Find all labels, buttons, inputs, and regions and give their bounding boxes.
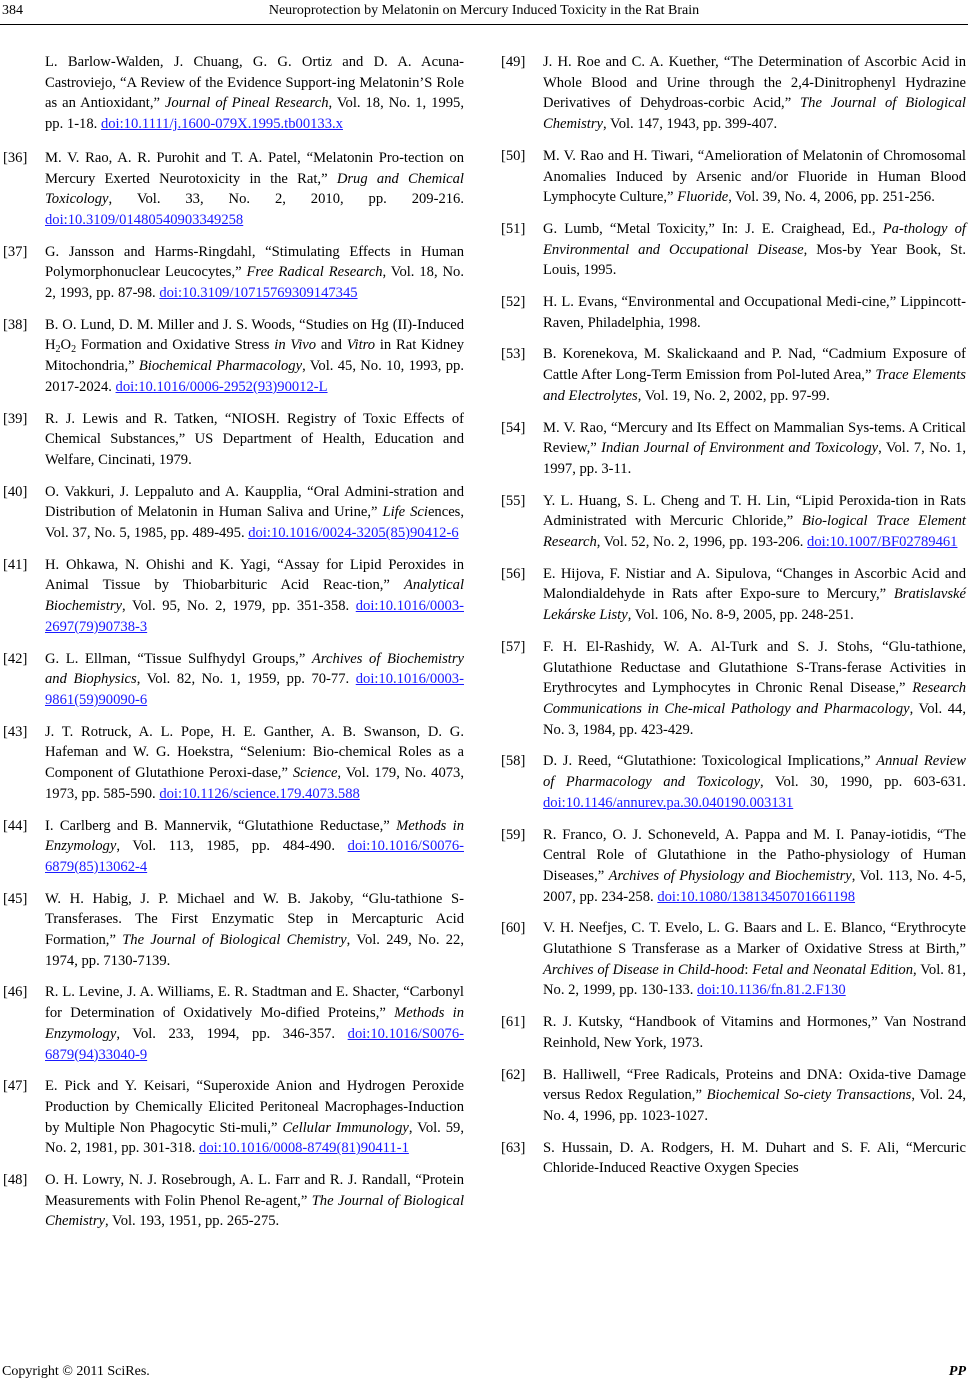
reference-text: R. L. Levine, J. A. Williams, E. R. Stadtman and E. Shacter, “Carbonyl for Determination of Oxidatively Mo-dified Proteins,” (45, 984, 464, 1022)
reference-number: [60] (501, 920, 526, 937)
reference-text: , Vol. 113, No. 4-5, 2007, pp. 234-258. (543, 867, 966, 905)
doi-link[interactable]: doi:10.1016/0008-8749(81)90411-1 (199, 1140, 409, 1157)
reference-text: W. H. Habig, J. P. Michael and W. B. Jakoby, “Glu-tathione S-Transferases. The First Enzymatic Step in Mercapturic Acid Formation,” (45, 890, 464, 949)
reference-source-title: Indian Journal of Environment and Toxicology (601, 440, 879, 457)
reference-number: [45] (3, 890, 28, 907)
reference-text: B. O. Lund, D. M. Miller and J. S. Woods, “Studies on Hg (II)-Induced H (45, 316, 464, 354)
reference-text: in Rat Kidney Mitochondria,” (45, 337, 464, 375)
reference-number: [54] (501, 419, 526, 436)
reference-number: [50] (501, 147, 526, 164)
reference-text: , Vol. 45, No. 10, 1993, pp. 2017-2024. (45, 358, 465, 395)
reference-text: , Vol. 147, 1943, pp. 399-407. (603, 116, 778, 133)
reference-number: [49] (501, 54, 526, 70)
reference-text: O. H. Lowry, N. J. Rosebrough, A. L. Farr and R. J. Randall, “Protein Measurements with Folin Phenol Re-agent,” (45, 1172, 464, 1209)
reference-text: , Vol. 106, No. 8-9, 2005, pp. 248-251. (627, 607, 854, 624)
reference-source-title: Bratislavské Lekárske Listy (543, 586, 966, 624)
reference-source-title: Cellular Immunology (282, 1119, 409, 1136)
reference-entry (3, 315, 464, 398)
reference-source-title: Life Sci (382, 504, 428, 521)
reference-number: [57] (501, 638, 526, 655)
reference-text: , Vol. 39, No. 4, 2006, pp. 251-256. (728, 189, 935, 206)
reference-source-title: Research Communications in Che-mical Pathology and Pharmacology (543, 680, 966, 717)
reference-text: S. Hussain, D. A. Rodgers, H. M. Duhart and S. F. Ali, “Mercuric Chloride-Induced Reactive Oxygen Species (543, 1139, 966, 1177)
references-right-column (501, 52, 966, 1190)
reference-entry (501, 219, 966, 281)
reference-entry (3, 982, 464, 1065)
doi-link[interactable]: doi:10.1080/13813450701661198 (657, 888, 856, 905)
reference-entry (3, 242, 464, 304)
reference-text: , Vol. 30, 1990, pp. 603-631. (760, 774, 966, 791)
reference-text: , Vol. 95, No. 2, 1979, pp. 351-358. (122, 598, 356, 615)
reference-entry (501, 564, 966, 626)
copyright-notice: Copyright © 2011 SciRes. (2, 1364, 150, 1379)
doi-link[interactable]: doi:10.1126/science.179.4073.588 (159, 785, 360, 802)
reference-text: L. Barlow-Walden, J. Chuang, G. G. Ortiz and D. A. Acuna-Castroviejo, “A Review of the Evidence Support-ing Melatonin’S Role as an Antioxidant,” (45, 54, 464, 112)
reference-text: ences, Vol. 37, No. 5, 1985, pp. 489-495. (45, 504, 464, 542)
reference-source-title: Methods in Enzymology (45, 1005, 465, 1042)
reference-source-title: Free Radical Research (246, 264, 383, 281)
reference-source-title: Analytical Biochemistry (45, 577, 464, 615)
doi-link[interactable]: doi:10.1016/0003-9861(59)90090-6 (45, 671, 464, 708)
reference-entry (501, 751, 966, 813)
reference-text: , Vol. 24, No. 4, 1996, pp. 1023-1027. (543, 1087, 966, 1124)
reference-entry (501, 1065, 966, 1127)
reference-text: B. Korenekova, M. Skalickaand and P. Nad, “Cadmium Exposure of Cattle After Long-Term Emission from Pol-luted Area,” (543, 346, 966, 384)
reference-text: , Vol. 33, No. 2, 2010, pp. 209-216. (108, 191, 464, 208)
reference-source-title: Science (292, 765, 338, 782)
reference-text: , Vol. 82, No. 1, 1959, pp. 70-77. (136, 671, 356, 688)
reference-source-title: Annual Review of Pharmacology and Toxicology (543, 753, 966, 791)
doi-link[interactable]: doi:10.1146/annurev.pa.30.040190.003131 (543, 794, 794, 811)
reference-text: Formation and Oxidative Stress (76, 337, 275, 354)
reference-text: R. Franco, O. J. Schoneveld, A. Pappa and M. I. Panay-iotidis, “The Central Role of Glutathione in the Patho-physiology of Human Diseases,” (543, 826, 966, 884)
reference-entry (3, 1076, 464, 1159)
reference-source-title: The Journal of Biological Chemistry (45, 1192, 465, 1230)
reference-source-title: Pa-thology of Environmental and Occupational Disease (543, 220, 966, 258)
reference-text: , Vol. 52, No. 2, 1996, pp. 193-206. (596, 534, 808, 551)
reference-source-title: Vitro (346, 337, 376, 354)
reference-number: [43] (3, 723, 28, 740)
reference-entry (501, 418, 966, 480)
reference-text: G. Lumb, “Metal Toxicity,” In: J. E. Craighead, Ed., (543, 220, 883, 237)
reference-source-title: Drug and Chemical Toxicology (45, 170, 464, 208)
reference-text: H. L. Evans, “Environmental and Occupational Medi-cine,” Lippincott-Raven, Philadelphia, 1998. (543, 294, 966, 331)
reference-number: [51] (501, 220, 526, 237)
reference-text: H. Ohkawa, N. Ohishi and K. Yagi, “Assay for Lipid Peroxides in Animal Tissue by Thiobarbituric Acid Reac-tion,” (45, 556, 464, 594)
reference-text: M. V. Rao, A. R. Purohit and T. A. Patel, “Melatonin Pro-tection on Mercury Exerted Neurotoxicity in the Rat,” (45, 149, 464, 187)
reference-text: J. T. Rotruck, A. L. Pope, H. E. Ganther, A. B. Swanson, D. G. Hafeman and W. G. Hoekstra, “Selenium: Bio-chemical Roles as a Component of Glutathione Peroxi-dase,” (45, 723, 464, 782)
doi-link[interactable]: doi:10.1111/j.1600-079X.1995.tb00133.x (100, 116, 343, 133)
reference-number: [39] (3, 410, 28, 427)
doi-link[interactable]: doi:10.3109/01480540903349258 (45, 211, 244, 228)
reference-text: E. Hijova, F. Nistiar and A. Sipulova, “Changes in Ascorbic Acid and Malondialdehyde in Rats after Expo-sure to Mercury,” (543, 565, 966, 603)
reference-entry (3, 482, 464, 544)
reference-text: , Vol. 81, No. 2, 1999, pp. 130-133. (543, 961, 966, 999)
reference-text: B. Halliwell, “Free Radicals, Proteins and DNA: Oxida-tive Damage versus Redox Regulation,” (543, 1066, 966, 1104)
reference-number: [61] (501, 1014, 526, 1031)
reference-number: [44] (3, 817, 28, 834)
reference-number: [38] (3, 316, 28, 333)
reference-text: R. J. Lewis and R. Tatken, “NIOSH. Registry of Toxic Effects of Chemical Substances,” US Department of Health, Education and Welfare, Cincinati, 1979. (45, 410, 464, 468)
journal-abbreviation: PP (948, 1364, 966, 1379)
reference-source-title: Bio-logical Trace Element Research (543, 513, 966, 551)
reference-text: , Mos-by Year Book, St. Louis, 1995. (543, 241, 966, 279)
doi-link[interactable]: doi:10.1007/BF02789461 (807, 534, 958, 551)
reference-text: E. Pick and Y. Keisari, “Superoxide Anion and Hydrogen Peroxide Production by Chemically Elicited Peritoneal Macrophages-Induction by Multiple Non Phagocytic Sti-muli,” (45, 1078, 464, 1136)
reference-text: R. J. Kutsky, “Handbook of Vitamins and Hormones,” Van Nostrand Reinhold, New York, 1973. (543, 1014, 966, 1051)
reference-entry (501, 292, 966, 333)
reference-text: , Vol. 7, No. 1, 1997, pp. 3-11. (543, 440, 966, 477)
subscript-text: 2 (71, 344, 77, 356)
reference-text: G. L. Ellman, “Tissue Sulfhydyl Groups,” (45, 650, 312, 667)
doi-link[interactable]: doi:10.1016/S0076-6879(94)33040-9 (45, 1025, 464, 1063)
reference-text: , Vol. 249, No. 22, 1974, pp. 7130-7139. (45, 932, 464, 969)
reference-number: [62] (501, 1066, 526, 1083)
reference-text: J. H. Roe and C. A. Kuether, “The Determination of Ascorbic Acid in Whole Blood and Urine through the 2,4-Dinitrophenyl Hydrazine Derivatives of Dehydroas-corbic Acid,” (543, 54, 966, 112)
reference-text: , Vol. 193, 1951, pp. 265-275. (105, 1213, 280, 1230)
reference-number: [42] (3, 650, 28, 667)
reference-number: [36] (3, 149, 28, 166)
reference-entry (3, 649, 464, 711)
doi-link[interactable]: doi:10.1016/0003-2697(79)90738-3 (45, 598, 464, 635)
reference-entry (3, 409, 464, 471)
reference-entry (3, 889, 464, 972)
reference-source-title: Archives of Disease in Child-hood (543, 961, 745, 978)
references-left-column (3, 52, 464, 1243)
reference-text: I. Carlberg and B. Mannervik, “Glutathione Reductase,” (45, 817, 397, 834)
reference-number: [52] (501, 294, 526, 311)
reference-entry (3, 555, 464, 638)
doi-link[interactable]: doi:10.3109/10715769309147345 (159, 285, 358, 302)
running-title: Neuroprotection by Melatonin on Mercury Induced Toxicity in the Rat Brain (268, 3, 700, 18)
reference-text: M. V. Rao, “Mercury and Its Effect on Mammalian Sys-tems. A Critical Review,” (543, 419, 966, 457)
reference-source-title: in Vivo (274, 337, 317, 354)
reference-text: , Vol. 18, No. 2, 1993, pp. 87-98. (45, 264, 465, 302)
reference-entry (3, 816, 464, 878)
reference-entry (501, 344, 966, 406)
reference-entry (3, 722, 464, 805)
reference-text: F. H. El-Rashidy, W. A. Al-Turk and S. J. Stohs, “Glu-tathione, Glutathione Reductase and Glutathione S-Trans-ferase Activities in Erythrocytes and Lymphocytes in Chronic Renal Disease,” (543, 638, 966, 697)
reference-entry (3, 148, 464, 231)
reference-number: [56] (501, 565, 526, 582)
reference-number: [40] (3, 483, 28, 500)
reference-text: M. V. Rao and H. Tiwari, “Amelioration of Melatonin of Chromosomal Anomalies Induced by Arsenic and/or Fluoride in Human Blood Lymphocyte Culture,” (543, 147, 966, 206)
reference-source-title: Methods in Enzymology (45, 817, 464, 855)
reference-text: , Vol. 59, No. 2, 1981, pp. 301-318. (45, 1119, 464, 1157)
reference-text: and (316, 337, 347, 354)
doi-link[interactable]: doi:10.1136/fn.81.2.F130 (697, 982, 846, 999)
reference-entry (501, 918, 966, 1001)
reference-text: : (744, 961, 753, 978)
reference-number: [47] (3, 1078, 28, 1095)
reference-source-title: The Journal of Biological Chemistry (122, 932, 347, 949)
reference-number: [46] (3, 984, 28, 1001)
reference-source-title: The Journal of Biological Chemistry (543, 95, 966, 133)
reference-source-title: Trace Elements and Electrolytes (543, 367, 966, 404)
reference-source-title: Journal of Pineal Research (164, 95, 329, 112)
reference-entry (3, 52, 464, 135)
reference-entry (501, 825, 966, 908)
reference-entry (501, 491, 966, 553)
reference-text: , Vol. 19, No. 2, 2002, pp. 97-99. (637, 387, 830, 404)
reference-source-title: Archives of Biochemistry and Biophysics (45, 650, 465, 688)
reference-text: O (60, 337, 72, 354)
reference-text: , Vol. 179, No. 4073, 1973, pp. 585-590. (45, 765, 464, 802)
doi-link[interactable]: doi:10.1016/0006-2952(93)90012-L (115, 378, 328, 395)
reference-entry (501, 1138, 966, 1179)
page-number: 384 (2, 3, 23, 18)
reference-entry (501, 637, 966, 741)
reference-entry (501, 146, 966, 208)
reference-text: , Vol. 113, 1985, pp. 484-490. (116, 838, 348, 855)
page-footer (0, 1362, 968, 1384)
reference-text: , Vol. 18, No. 1, 1995, pp. 1-18. (45, 95, 464, 133)
reference-number: [59] (501, 826, 526, 843)
reference-source-title: Archives of Physiology and Biochemistry (608, 867, 852, 884)
reference-number: [53] (501, 346, 526, 363)
reference-number: [37] (3, 243, 28, 260)
reference-number: [48] (3, 1172, 28, 1189)
reference-text: D. J. Reed, “Glutathione: Toxicological Implications,” (543, 753, 877, 770)
doi-link[interactable]: doi:10.1016/0024-3205(85)90412-6 (248, 525, 459, 542)
reference-number: [55] (501, 492, 526, 509)
subscript-text: 2 (55, 344, 61, 356)
reference-text: , Vol. 44, No. 3, 1984, pp. 423-429. (543, 700, 966, 738)
reference-entry (3, 1170, 464, 1232)
reference-text: V. H. Neefjes, C. T. Evelo, L. G. Baars and L. E. Blanco, “Erythrocyte Glutathione S Transferase as a Marker of Oxidative Stress at Birth,” (543, 920, 966, 958)
reference-text: G. Jansson and Harms-Ringdahl, “Stimulating Effects in Human Polymorphonuclear Leucocytes,” (45, 243, 464, 281)
reference-source-title: Biochemical Pharmacology (138, 358, 303, 375)
page-header (0, 0, 968, 24)
reference-number: [41] (3, 556, 28, 573)
reference-source-title: Fluoride (677, 189, 729, 206)
reference-entry (501, 1012, 966, 1053)
reference-number: [58] (501, 753, 526, 770)
reference-source-title: Biochemical So-ciety Transactions (706, 1087, 912, 1104)
header-divider (0, 24, 968, 25)
reference-entry (501, 52, 966, 135)
reference-text: Y. L. Huang, S. L. Cheng and T. H. Lin, “Lipid Peroxida-tion in Rats Administrated with Mercuric Chloride,” (543, 492, 966, 530)
reference-source-title: Fetal and Neonatal Edition (752, 961, 913, 978)
reference-number: [63] (501, 1139, 526, 1156)
reference-text: , Vol. 233, 1994, pp. 346-357. (116, 1025, 348, 1042)
doi-link[interactable]: doi:10.1016/S0076-6879(85)13062-4 (45, 838, 464, 875)
reference-text: O. Vakkuri, J. Leppaluto and A. Kaupplia, “Oral Admini-stration and Distribution of Melatonin in Human Saliva and Urine,” (45, 483, 464, 521)
